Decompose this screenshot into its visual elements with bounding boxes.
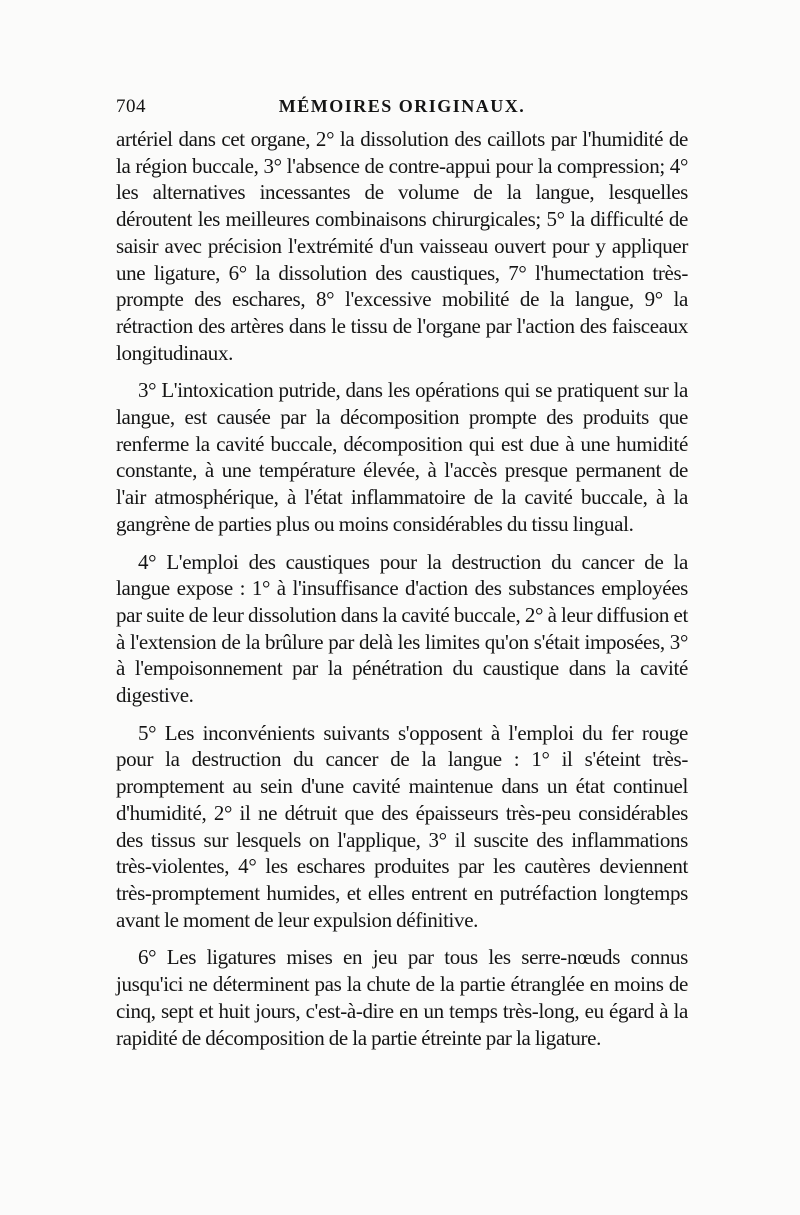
paragraph-3-intoxication: 3° L'intoxication putride, dans les opérations qui se pratiquent sur la langue, est causée par la décomposition prompte des produits que renferme la cavité buccale, décomposition qui est due à une humidité constante, à une température élevée, à l'accès presque permanent de l'air atmosphérique, à l'état inflammatoire de la cavité buccale, à la gangrène de parties plus ou moins considérables du tissu lingual. (116, 378, 688, 536)
body-text (116, 126, 688, 1051)
page-header (116, 96, 688, 126)
paragraph-6-ligatures: 6° Les ligatures mises en jeu par tous les serre-nœuds connus jusqu'ici ne déterminent pas la chute de la partie étranglée en moins de cinq, sept et huit jours, c'est-à-dire en un temps très-long, eu égard à la rapidité de décomposition de la partie étreinte par la ligature. (116, 945, 688, 1050)
paragraph-5-fer-rouge: 5° Les inconvénients suivants s'opposent à l'emploi du fer rouge pour la destruction du cancer de la langue : 1° il s'éteint très-promptement au sein d'une cavité maintenue dans un état continuel d'humidité, 2° il ne détruit que des épaisseurs très-peu considérables des tissus sur lesquels on l'applique, 3° il suscite des inflammations très-violentes, 4° les eschares produites par les cautères deviennent très-promptement humides, et elles entrent en putréfaction longtemps avant le moment de leur expulsion définitive. (116, 720, 688, 932)
page-number: 704 (116, 96, 146, 117)
paragraph-continuation: artériel dans cet organe, 2° la dissolution des caillots par l'humidité de la région buccale, 3° l'absence de contre-appui pour la compression; 4° les alternatives incessantes de volume de la langue, lesquelles déroutent les meilleures combinaisons chirurgicales; 5° la difficulté de saisir avec précision l'extrémité d'un vaisseau ouvert pour y appliquer une ligature, 6° la dissolution des caustiques, 7° l'humectation très-prompte des eschares, 8° l'excessive mobilité de la langue, 9° la rétraction des artères dans le tissu de l'organe par l'action des faisceaux longitudinaux. (116, 127, 688, 365)
paragraph-4-caustiques: 4° L'emploi des caustiques pour la destruction du cancer de la langue expose : 1° à l'insuffisance d'action des substances employées par suite de leur dissolution dans la cavité buccale, 2° à leur diffusion et à l'extension de la brûlure par delà les limites qu'on s'était imposées, 3° à l'empoisonnement par la pénétration du caustique dans la cavité digestive. (116, 549, 688, 708)
running-title: MÉMOIRES ORIGINAUX. (278, 96, 526, 116)
